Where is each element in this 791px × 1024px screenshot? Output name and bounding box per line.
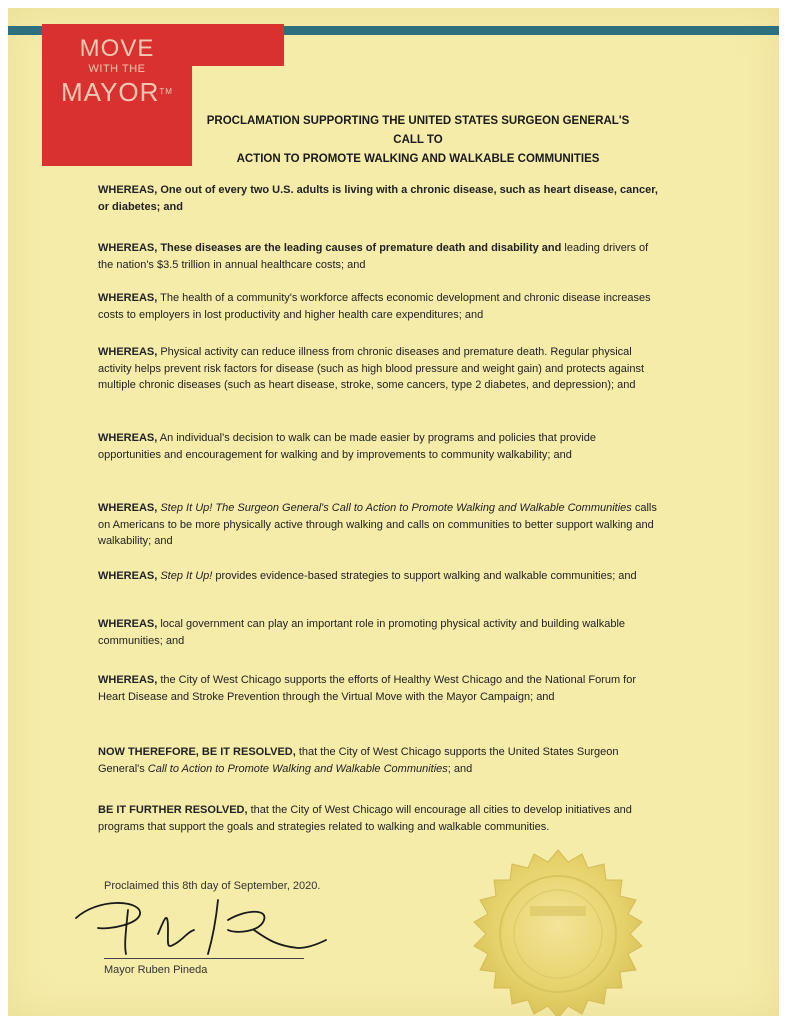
clause-text: These diseases are the leading causes of premature death and disability and	[157, 242, 562, 254]
whereas-clause	[98, 500, 658, 550]
whereas-clause	[98, 802, 658, 835]
clause-text: that the City of West Chicago will encourage all cities to develop initiatives and programs that support the goals and strategies related to walking and walkable communities.	[98, 804, 632, 833]
clause-text: calls on Americans to be more physically active through walking and calls on communities to better support walking and walkability; and	[98, 502, 657, 547]
logo-line-move: MOVE	[79, 35, 155, 62]
logo-line-mayor: MAYOR™	[61, 77, 173, 107]
clause-lead: WHEREAS,	[98, 184, 158, 196]
clause-lead: WHEREAS,	[98, 432, 158, 444]
clause-text: Step It Up! The Surgeon General's Call to Action to Promote Walking and Walkable Communities	[157, 502, 632, 514]
clause-lead: BE IT FURTHER RESOLVED,	[98, 804, 248, 816]
whereas-clause	[98, 240, 658, 273]
clause-lead: WHEREAS,	[98, 292, 158, 304]
whereas-clause	[98, 182, 658, 215]
whereas-clause	[98, 616, 658, 649]
clause-text: that the City of West Chicago supports the United States Surgeon General's	[98, 746, 619, 775]
clause-text: One out of every two U.S. adults is living with a chronic disease, such as heart disease, cancer, or diabetes; and	[98, 184, 658, 213]
signature-line	[104, 958, 304, 959]
clause-lead: WHEREAS,	[98, 346, 158, 358]
clause-lead: WHEREAS,	[98, 502, 158, 514]
proclamation-page	[8, 8, 779, 1016]
clause-text: local government can play an important role in promoting physical activity and building walkable communities; and	[98, 618, 626, 647]
header-stripe	[284, 26, 779, 35]
signer-name: Mayor Ruben Pineda	[104, 964, 208, 976]
gold-seal	[458, 848, 658, 1016]
whereas-clause	[98, 744, 658, 777]
mayor-signature	[68, 890, 328, 960]
clause-text: provides evidence-based strategies to support walking and walkable communities; and	[212, 570, 637, 582]
clause-text: Call to Action to Promote Walking and Walkable Communities	[147, 762, 448, 775]
clause-text: ; and	[447, 762, 473, 775]
clause-lead: WHEREAS,	[98, 242, 158, 254]
clause-lead: NOW THEREFORE, BE IT RESOLVED,	[98, 746, 296, 758]
move-with-the-mayor-logo	[42, 24, 192, 166]
logo-text	[42, 36, 192, 107]
proclamation-title: PROCLAMATION SUPPORTING THE UNITED STATES SURGEON GENERAL'S CALL TO ACTION TO PROMOTE WALKING AND WALKABLE COMMUNITIES	[206, 115, 630, 165]
clause-text: the City of West Chicago supports the efforts of Healthy West Chicago and the National Forum for Heart Disease and Stroke Prevention through the Virtual Move with the Mayor Campaign; and	[98, 674, 637, 703]
whereas-clause	[98, 568, 658, 585]
clause-text: leading drivers of the nation's $3.5 trillion in annual healthcare costs; and	[98, 242, 649, 271]
clause-text: The health of a community's workforce affects economic development and chronic disease increases costs to employers in lost productivity and higher health care expenditures; and	[98, 292, 651, 321]
trademark: TM	[159, 87, 173, 96]
logo-step-block	[192, 24, 284, 66]
whereas-clause	[98, 290, 658, 323]
clause-text: Physical activity can reduce illness from chronic diseases and premature death. Regular physical activity helps prevent risk factors for disease (such as high blood pressure and weight gain) and protects against multiple chronic diseases (such as heart disease, stroke, some cancers, type 2 diabetes, and depression); and	[98, 346, 645, 391]
clause-lead: WHEREAS,	[98, 618, 158, 630]
proclaimed-date: Proclaimed this 8th day of September, 2020.	[104, 880, 321, 892]
whereas-clause	[98, 672, 658, 705]
logo-line-with: WITH THE	[88, 63, 146, 75]
clause-lead: WHEREAS,	[98, 570, 158, 582]
clause-lead: WHEREAS,	[98, 674, 158, 686]
whereas-clause	[98, 430, 658, 463]
clause-text: Step It Up!	[157, 570, 213, 582]
whereas-clause	[98, 344, 658, 394]
clause-text: An individual's decision to walk can be made easier by programs and policies that provide opportunities and encouragement for walking and by improvements to community walkability; and	[98, 432, 596, 461]
